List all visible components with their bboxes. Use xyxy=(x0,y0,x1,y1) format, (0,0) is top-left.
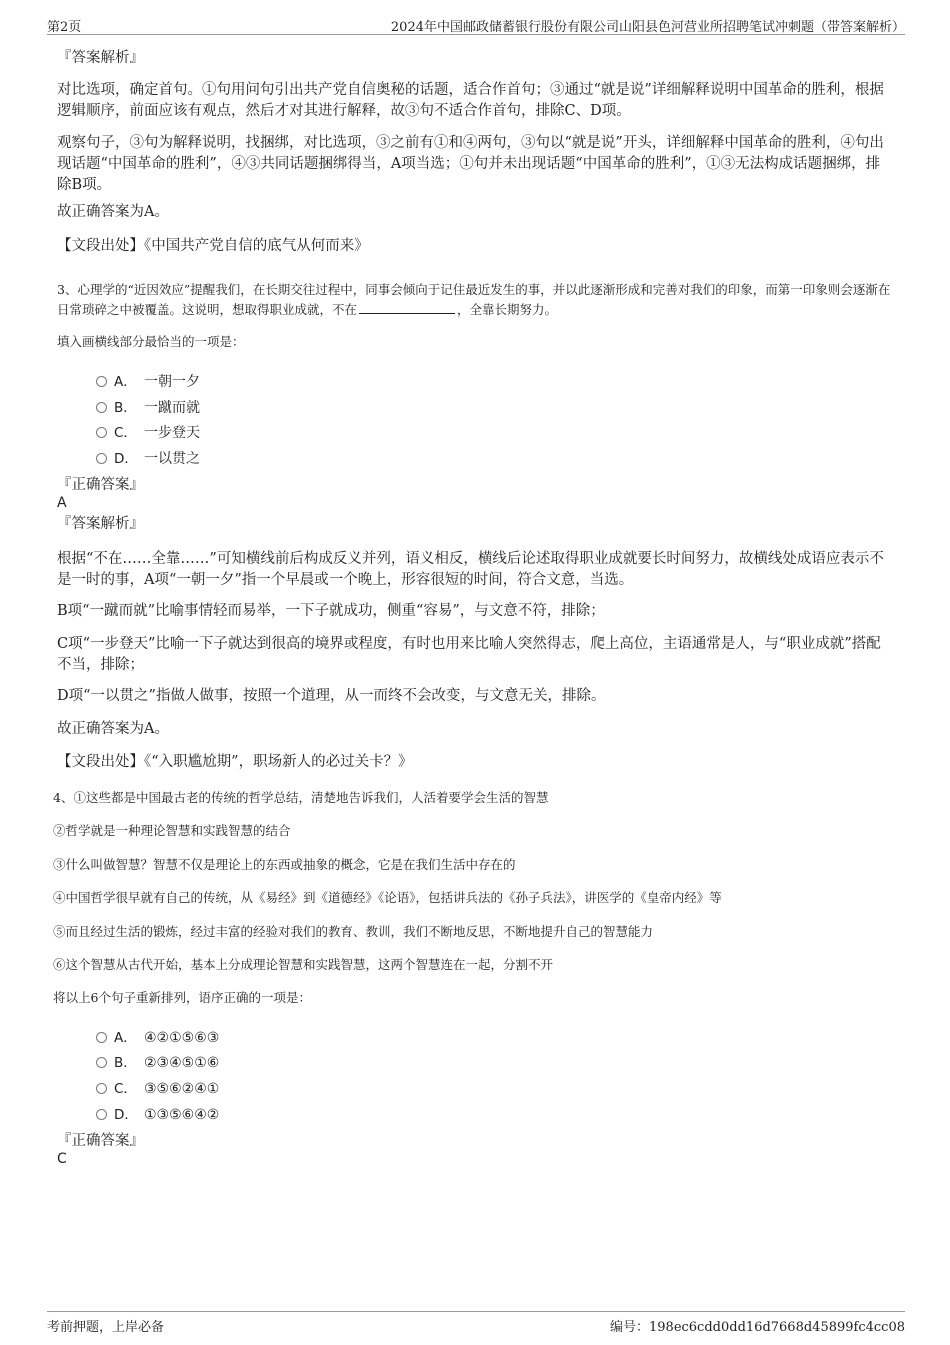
sentence-4: ④中国哲学很早就有自己的传统，从《易经》到《道德经》《论语》，包括讲兵法的《孙子兵法》，讲医学的《皇帝内经》等 xyxy=(53,890,722,905)
analysis-conclusion: 故正确答案为A。 xyxy=(57,204,169,220)
option-c[interactable]: C． 一步登天 xyxy=(96,421,200,441)
option-c[interactable]: C． ③⑤⑥②④① xyxy=(96,1077,219,1097)
option-d[interactable]: D． ①③⑤⑥④② xyxy=(96,1103,219,1123)
option-a[interactable]: A． ④②①⑤⑥③ xyxy=(96,1026,219,1046)
source-citation: 【文段出处】《中国共产党自信的底气从何而来》 xyxy=(57,238,369,254)
correct-answer-label: 『正确答案』 xyxy=(57,477,144,493)
fill-blank xyxy=(359,301,455,314)
question-prompt: 填入画横线部分最恰当的一项是： xyxy=(57,334,245,349)
correct-answer-label: 『正确答案』 xyxy=(57,1133,144,1149)
radio-icon[interactable] xyxy=(96,1083,107,1094)
question-stem xyxy=(57,280,893,320)
radio-icon[interactable] xyxy=(96,1109,107,1120)
radio-icon[interactable] xyxy=(96,1057,107,1068)
sentence-2: ②哲学就是一种理论智慧和实践智慧的结合 xyxy=(53,823,291,838)
analysis-paragraph: 对比选项，确定首句。①句用问句引出共产党自信奥秘的话题，适合作首句；③通过“就是说”详细解释说明中国革命的胜利，根据逻辑顺序，前面应该有观点，然后才对其进行解释，故③句不适合作首句，排除C、D项。 xyxy=(57,82,884,119)
analysis-conclusion: 故正确答案为A。 xyxy=(57,721,169,737)
analysis-paragraph: C项“一步登天”比喻一下子就达到很高的境界或程度，有时也用来比喻人突然得志，爬上高位，主语通常是人，与“职业成就”搭配不当，排除； xyxy=(57,636,881,673)
question-stem-text: ，全靠长期努力。 xyxy=(457,302,558,317)
question-stem-text: 3、心理学的“近因效应”提醒我们，在长期交往过程中，同事会倾向于记住最近发生的事，并以此逐渐形成和完善对我们的印象，而第一印象则会逐渐在日常琐碎之中被覆盖。这说明，想取得职业成就，不在 xyxy=(57,282,891,317)
correct-answer: A xyxy=(57,495,67,511)
page-number: 第2页 xyxy=(47,20,82,35)
radio-icon[interactable] xyxy=(96,1032,107,1043)
source-citation: 【文段出处】《“入职尴尬期”，职场新人的必过关卡？》 xyxy=(57,754,413,770)
document-title: 2024年中国邮政储蓄银行股份有限公司山阳县色河营业所招聘笔试冲刺题（带答案解析） xyxy=(390,20,905,35)
sentence-1: 4、①这些都是中国最古老的传统的哲学总结，清楚地告诉我们，人活着要学会生活的智慧 xyxy=(53,790,549,805)
option-a[interactable]: A． 一朝一夕 xyxy=(96,370,200,390)
option-b[interactable]: B． ②③④⑤①⑥ xyxy=(96,1051,219,1071)
question-prompt: 将以上6个句子重新排列，语序正确的一项是： xyxy=(53,990,311,1005)
analysis-paragraph: 根据“不在……全靠……”可知横线前后构成反义并列，语义相反，横线后论述取得职业成就要长时间努力，故横线处成语应表示不是一时的事，A项“一朝一夕”指一个早晨或一个晚上，形容很短的时间，符合文意，当选。 xyxy=(57,551,884,588)
footer-slogan: 考前押题，上岸必备 xyxy=(47,1320,165,1335)
sentence-3: ③什么叫做智慧？智慧不仅是理论上的东西或抽象的概念，它是在我们生活中存在的 xyxy=(53,857,516,872)
page-footer xyxy=(47,1311,905,1334)
radio-icon[interactable] xyxy=(96,453,107,464)
document-id: 编号：198ec6cdd0dd16d7668d45899fc4cc08 xyxy=(610,1320,905,1335)
analysis-label: 『答案解析』 xyxy=(57,50,144,66)
radio-icon[interactable] xyxy=(96,427,107,438)
sentence-5: ⑤而且经过生活的锻炼，经过丰富的经验对我们的教育、教训，我们不断地反思，不断地提升自己的智慧能力 xyxy=(53,924,654,939)
sentence-6: ⑥这个智慧从古代开始，基本上分成理论智慧和实践智慧，这两个智慧连在一起，分割不开 xyxy=(53,957,554,972)
radio-icon[interactable] xyxy=(96,376,107,387)
option-b[interactable]: B． 一蹴而就 xyxy=(96,396,200,416)
analysis-paragraph: 观察句子，③句为解释说明，找捆绑，对比选项，③之前有①和④两句，③句以“就是说”开头，详细解释中国革命的胜利，④句出现话题“中国革命的胜利”，④③共同话题捆绑得当，A项当选；①句并未出现话题“中国革命的胜利”，①③无法构成话题捆绑，排除B项。 xyxy=(57,135,884,193)
option-d[interactable]: D． 一以贯之 xyxy=(96,447,200,467)
correct-answer: C xyxy=(57,1151,67,1167)
analysis-paragraph: B项“一蹴而就”比喻事情轻而易举，一下子就成功，侧重“容易”，与文意不符，排除； xyxy=(57,603,605,619)
analysis-paragraph: D项“一以贯之”指做人做事，按照一个道理，从一而终不会改变，与文意无关，排除。 xyxy=(57,688,606,704)
radio-icon[interactable] xyxy=(96,402,107,413)
analysis-label: 『答案解析』 xyxy=(57,516,144,532)
page-header xyxy=(47,14,905,35)
